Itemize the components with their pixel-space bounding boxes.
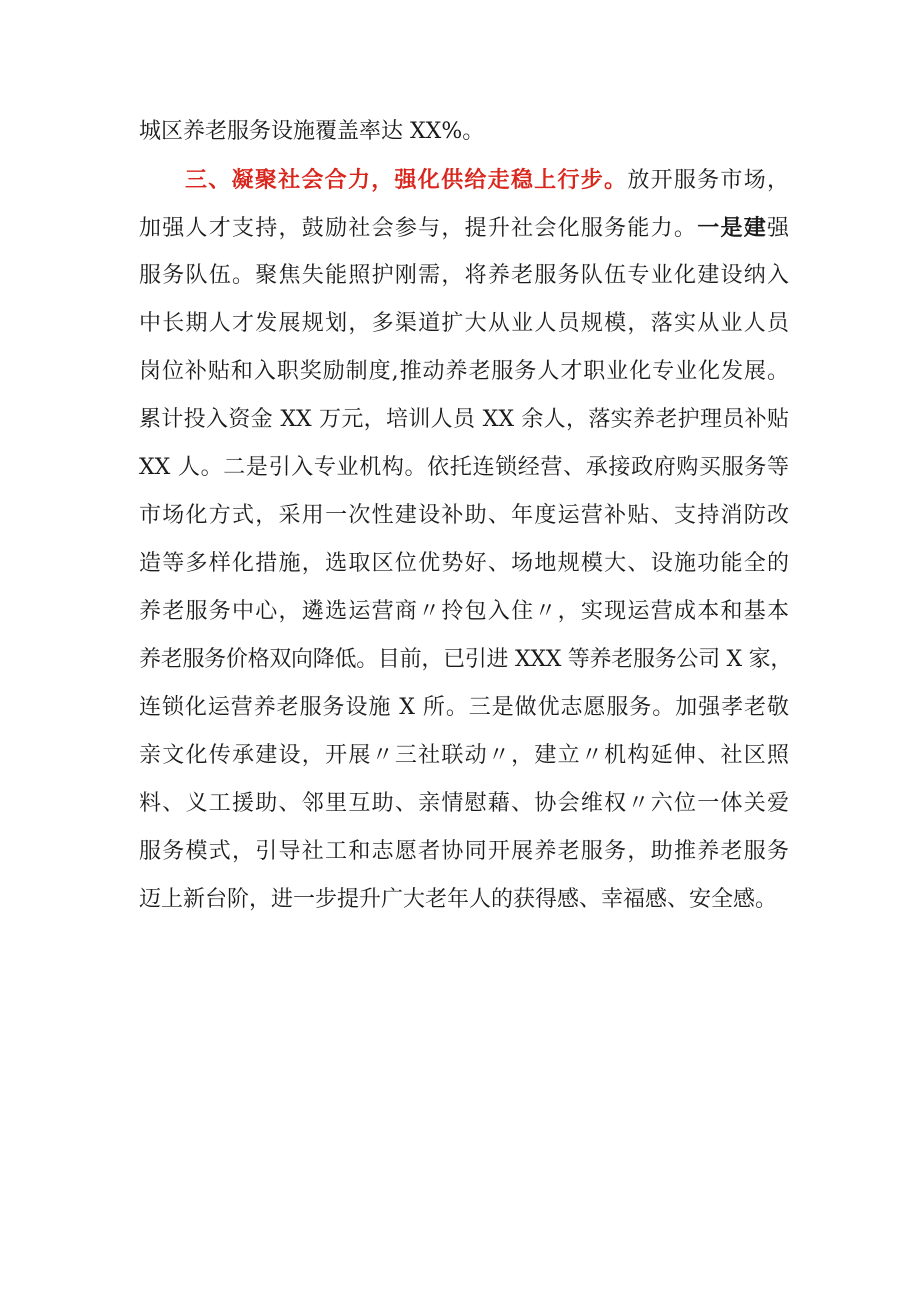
line-text: XX 人。二是引入专业机构。依托连锁经营、承接政府购买服务等 (139, 455, 789, 480)
line-text: 中长期人才发展规划，多渠道扩大从业人员规模，落实从业人员 (139, 311, 789, 336)
text-line (139, 828, 789, 876)
line-text: 服务模式，引导社工和志愿者协同开展养老服务，助推养老服务 (139, 839, 789, 864)
text-line (139, 444, 789, 492)
line-text: 岗位补贴和入职奖励制度,推动养老服务人才职业化专业化发展。 (139, 359, 789, 384)
line-text: 连锁化运营养老服务设施 X 所。三是做优志愿服务。加强孝老敬 (139, 695, 789, 720)
line-text: 亲文化传承建设，开展〃三社联动〃，建立〃机构延伸、社区照 (139, 743, 789, 768)
text-line (139, 252, 789, 300)
section-heading: 三、凝聚社会合力，强化供给走稳上行步。 (185, 167, 628, 193)
text-line (139, 348, 789, 396)
text-line (139, 492, 789, 540)
line-text: 养老服务价格双向降低。目前，已引进 XXX 等养老服务公司 X 家， (139, 647, 793, 672)
line-text: 服务队伍。聚焦失能照护刚需，将养老服务队伍专业化建设纳入 (139, 263, 789, 288)
text-line (139, 300, 789, 348)
text-line (139, 204, 789, 252)
line-text: 放开服务市场， (627, 168, 789, 193)
text-line (139, 732, 789, 780)
text-line (139, 636, 793, 684)
text-line (139, 780, 789, 828)
section-heading-line (139, 156, 789, 204)
bold-text: 一是建 (697, 215, 767, 241)
text-line (139, 108, 789, 156)
line-text: 强 (766, 216, 789, 241)
text-line (139, 396, 789, 444)
body-text (139, 108, 793, 924)
line-text: 迈上新台阶，进一步提升广大老年人的获得感、幸福感、安全感。 (139, 887, 778, 912)
line-text: 加强人才支持，鼓励社会参与，提升社会化服务能力。 (139, 216, 698, 241)
line-text: 累计投入资金 XX 万元，培训人员 XX 余人，落实养老护理员补贴 (139, 407, 789, 432)
text-line (139, 588, 789, 636)
line-text: 城区养老服务设施覆盖率达 XX%。 (139, 119, 485, 144)
text-line (139, 876, 789, 924)
text-line (139, 540, 789, 588)
line-text: 养老服务中心，遴选运营商〃拎包入住〃，实现运营成本和基本 (139, 599, 789, 624)
line-text: 料、义工援助、邻里互助、亲情慰藉、协会维权〃六位一体关爱 (139, 791, 789, 816)
line-text: 造等多样化措施，选取区位优势好、场地规模大、设施功能全的 (139, 551, 789, 576)
line-text: 市场化方式，采用一次性建设补助、年度运营补贴、支持消防改 (139, 503, 789, 528)
text-line (139, 684, 789, 732)
